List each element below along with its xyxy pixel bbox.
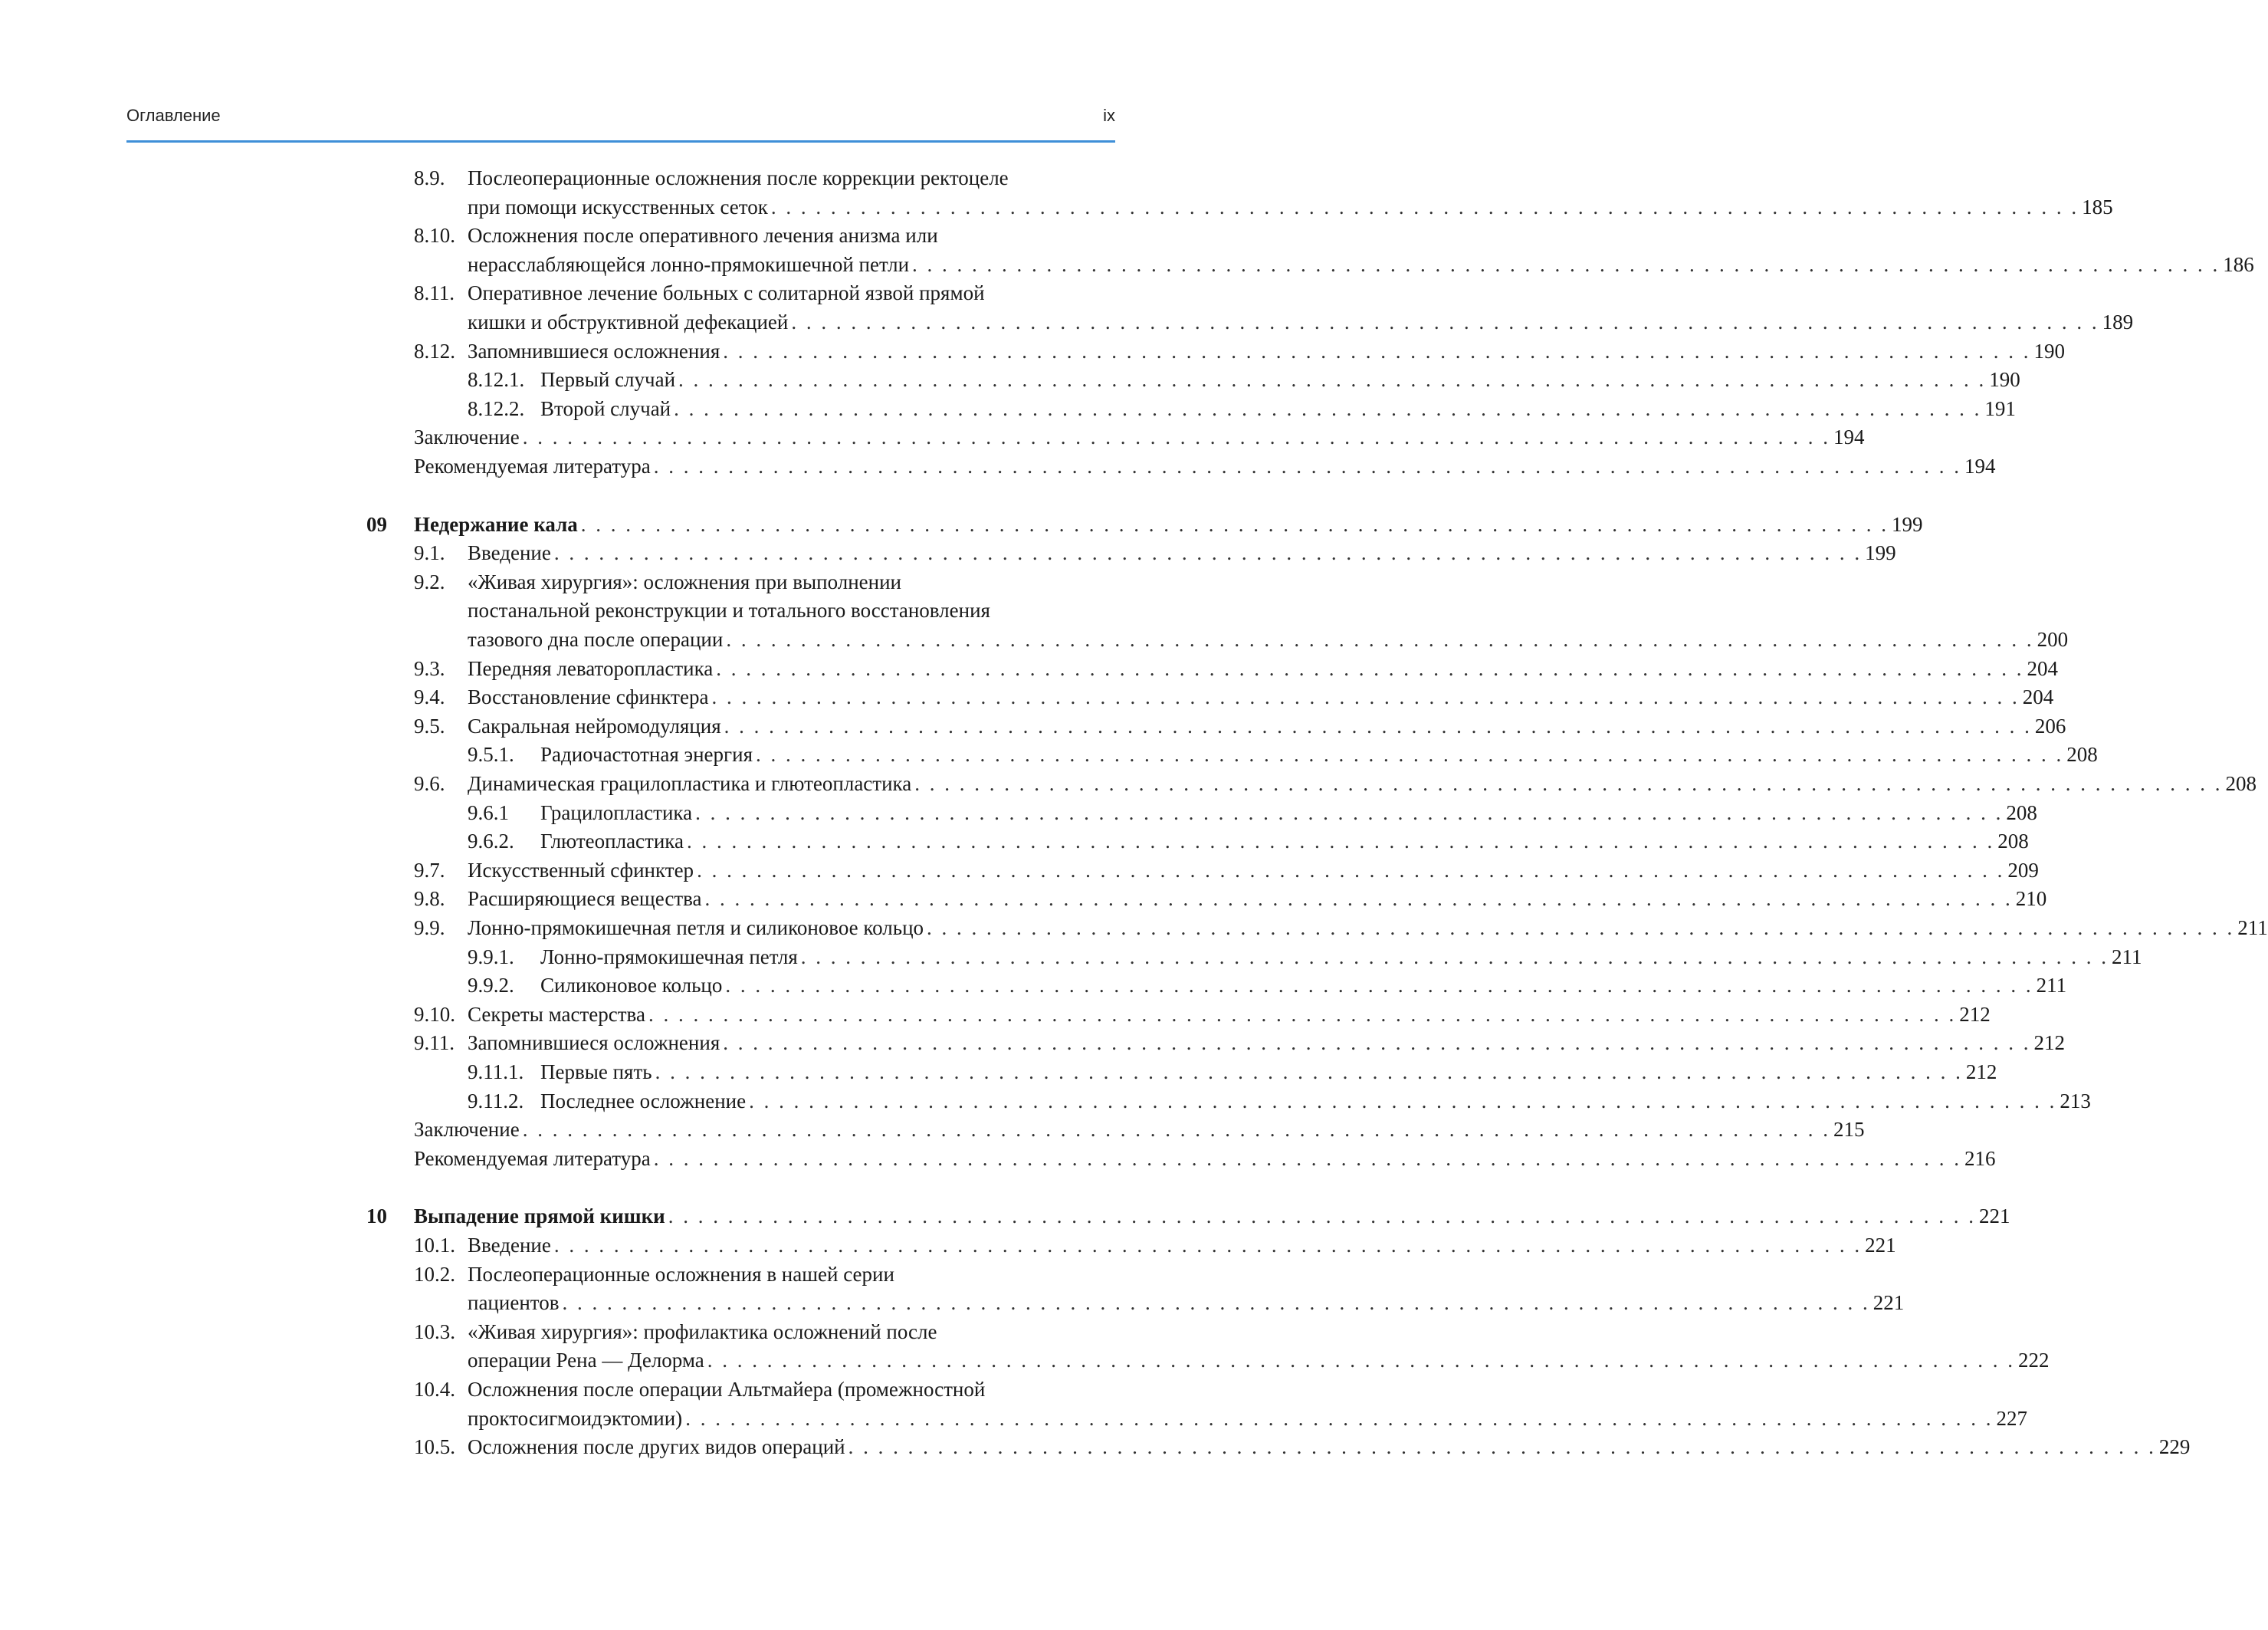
toc-entry[interactable] [468, 1288, 1905, 1317]
entry-title: Секреты мастерства [468, 1002, 645, 1026]
entry-page-number: 221 [1865, 1234, 1896, 1257]
entry-number: 9.11. [414, 1031, 455, 1055]
entry-title: «Живая хирургия»: профилактика осложнений после [468, 1319, 937, 1343]
entry-page-number: 222 [2018, 1349, 2050, 1372]
entry-title: Передняя леваторопластика [468, 656, 714, 680]
entry-number: 9.5. [414, 714, 445, 738]
chapter-number: 09 [366, 512, 387, 536]
toc-entry[interactable] [414, 422, 1865, 452]
dot-leader: . . . . . . . . . . . . . . . . . . . . . . . . . . . . . . . . . . . . . . . . . . . . . . . . . . . . . . . . . . . . . . . . . . . . . . . . . . . . . . . . . . . . . . . . [716, 656, 2024, 680]
dot-leader: . . . . . . . . . . . . . . . . . . . . . . . . . . . . . . . . . . . . . . . . . . . . . . . . . . . . . . . . . . . . . . . . . . . . . . . . . . . . . . . . . . . . . . . . [749, 1089, 2057, 1112]
dot-leader: . . . . . . . . . . . . . . . . . . . . . . . . . . . . . . . . . . . . . . . . . . . . . . . . . . . . . . . . . . . . . . . . . . . . . . . . . . . . . . . . . . . . . . . . [726, 628, 2034, 651]
toc-entry[interactable] [468, 1404, 2027, 1433]
entry-page-number: 190 [2033, 339, 2065, 363]
entry-title: Послеоперационные осложнения в нашей серии [468, 1262, 894, 1286]
toc-entry[interactable] [468, 884, 2047, 913]
toc-entry[interactable] [540, 1086, 2091, 1116]
entry-number: 9.6. [414, 772, 445, 795]
entry-title: тазового дна после операции [468, 628, 724, 651]
entry-page-number: 221 [1872, 1291, 1905, 1315]
entry-title: Заключение [414, 1118, 520, 1142]
entry-page-number: 191 [1984, 396, 2016, 420]
entry-page-number: 194 [1964, 455, 1996, 478]
entry-title: Заключение [414, 426, 520, 449]
dot-leader: . . . . . . . . . . . . . . . . . . . . . . . . . . . . . . . . . . . . . . . . . . . . . . . . . . . . . . . . . . . . . . . . . . . . . . . . . . . . . . . . . . . . . . . . [707, 1349, 2016, 1372]
entry-title: Осложнения после операции Альтмайера (промежностной [468, 1378, 986, 1401]
toc-entry[interactable] [468, 1375, 1115, 1404]
running-header [126, 103, 1115, 130]
entry-page-number: 190 [1989, 368, 2020, 392]
entry-page-number: 208 [2066, 743, 2098, 767]
entry-number: 9.6.1 [468, 800, 509, 824]
dot-leader: . . . . . . . . . . . . . . . . . . . . . . . . . . . . . . . . . . . . . . . . . . . . . . . . . . . . . . . . . . . . . . . . . . . . . . . . . . . . . . . . . . . . . . . . [674, 396, 1982, 420]
dot-leader: . . . . . . . . . . . . . . . . . . . . . . . . . . . . . . . . . . . . . . . . . . . . . . . . . . . . . . . . . . . . . . . . . . . . . . . . . . . . . . . . . . . . . . . . [800, 945, 2109, 968]
chapter-entry[interactable] [414, 1201, 2010, 1231]
dot-leader: . . . . . . . . . . . . . . . . . . . . . . . . . . . . . . . . . . . . . . . . . . . . . . . . . . . . . . . . . . . . . . . . . . . . . . . . . . . . . . . . . . . . . . . . [723, 1031, 2031, 1055]
toc-entry[interactable] [468, 1260, 1115, 1289]
toc-entry[interactable] [468, 250, 2254, 279]
toc-entry[interactable] [468, 307, 2134, 337]
dot-leader: . . . . . . . . . . . . . . . . . . . . . . . . . . . . . . . . . . . . . . . . . . . . . . . . . . . . . . . . . . . . . . . . . . . . . . . . . . . . . . . . . . . . . . . . [562, 1291, 1870, 1315]
entry-number: 8.12.1. [468, 368, 525, 392]
entry-title: Восстановление сфинктера [468, 685, 709, 709]
entry-title: «Живая хирургия»: осложнения при выполнении [468, 570, 901, 593]
entry-number: 8.12.2. [468, 396, 525, 420]
entry-title: Оперативное лечение больных с солитарной язвой прямой [468, 281, 985, 305]
toc-entry[interactable] [414, 1144, 1996, 1173]
entry-number: 8.11. [414, 281, 455, 305]
toc-entry[interactable] [468, 654, 2059, 683]
dot-leader: . . . . . . . . . . . . . . . . . . . . . . . . . . . . . . . . . . . . . . . . . . . . . . . . . . . . . . . . . . . . . . . . . . . . . . . . . . . . . . . . . . . . . . . . [711, 685, 2020, 709]
dot-leader: . . . . . . . . . . . . . . . . . . . . . . . . . . . . . . . . . . . . . . . . . . . . . . . . . . . . . . . . . . . . . . . . . . . . . . . . . . . . . . . . . . . . . . . . [553, 1234, 1863, 1257]
entry-page-number: 199 [1892, 512, 1923, 536]
dot-leader: . . . . . . . . . . . . . . . . . . . . . . . . . . . . . . . . . . . . . . . . . . . . . . . . . . . . . . . . . . . . . . . . . . . . . . . . . . . . . . . . . . . . . . . . [927, 916, 2235, 939]
entry-title: нерасслабляющейся лонно-прямокишечной петли [468, 252, 910, 276]
entry-title: Первые пять [540, 1060, 652, 1083]
entry-title: Запомнившиеся осложнения [468, 1031, 720, 1055]
toc-entry[interactable] [540, 971, 2067, 1000]
entry-title: Второй случай [540, 396, 671, 420]
entry-number: 9.9. [414, 916, 445, 939]
entry-number: 8.9. [414, 166, 445, 189]
entry-page-number: 200 [2037, 628, 2069, 651]
entry-number: 9.9.2. [468, 974, 514, 997]
entry-title: Введение [468, 1234, 551, 1257]
toc-entry[interactable] [468, 163, 1115, 192]
entry-number: 10.2. [414, 1262, 455, 1286]
entry-page-number: 215 [1833, 1118, 1865, 1142]
toc-entry[interactable] [468, 1231, 1896, 1260]
entry-page-number: 189 [2102, 311, 2134, 334]
entry-page-number: 229 [2158, 1435, 2191, 1459]
dot-leader: . . . . . . . . . . . . . . . . . . . . . . . . . . . . . . . . . . . . . . . . . . . . . . . . . . . . . . . . . . . . . . . . . . . . . . . . . . . . . . . . . . . . . . . . [912, 252, 2220, 276]
toc-entry[interactable] [468, 856, 2039, 885]
dot-leader: . . . . . . . . . . . . . . . . . . . . . . . . . . . . . . . . . . . . . . . . . . . . . . . . . . . . . . . . . . . . . . . . . . . . . . . . . . . . . . . . . . . . . . . . [685, 1406, 1994, 1430]
entry-page-number: 213 [2060, 1089, 2091, 1112]
chapter-entry[interactable] [414, 510, 1923, 539]
entry-page-number: 212 [1965, 1060, 1997, 1083]
entry-page-number: 208 [1997, 830, 2029, 853]
entry-title: Рекомендуемая литература [414, 1146, 651, 1170]
dot-leader: . . . . . . . . . . . . . . . . . . . . . . . . . . . . . . . . . . . . . . . . . . . . . . . . . . . . . . . . . . . . . . . . . . . . . . . . . . . . . . . . . . . . . . . . [653, 455, 1961, 478]
dot-leader: . . . . . . . . . . . . . . . . . . . . . . . . . . . . . . . . . . . . . . . . . . . . . . . . . . . . . . . . . . . . . . . . . . . . . . . . . . . . . . . . . . . . . . . . [668, 1204, 1976, 1228]
toc-entry[interactable] [540, 942, 2142, 971]
dot-leader: . . . . . . . . . . . . . . . . . . . . . . . . . . . . . . . . . . . . . . . . . . . . . . . . . . . . . . . . . . . . . . . . . . . . . . . . . . . . . . . . . . . . . . . . [704, 887, 2013, 911]
entry-page-number: 221 [1978, 1204, 2010, 1228]
entry-number: 9.4. [414, 685, 445, 709]
entry-page-number: 204 [2027, 656, 2059, 680]
dot-leader: . . . . . . . . . . . . . . . . . . . . . . . . . . . . . . . . . . . . . . . . . . . . . . . . . . . . . . . . . . . . . . . . . . . . . . . . . . . . . . . . . . . . . . . . [695, 800, 2004, 824]
dot-leader: . . . . . . . . . . . . . . . . . . . . . . . . . . . . . . . . . . . . . . . . . . . . . . . . . . . . . . . . . . . . . . . . . . . . . . . . . . . . . . . . . . . . . . . . [848, 1435, 2156, 1459]
entry-title: Первый случай [540, 368, 676, 392]
dot-leader: . . . . . . . . . . . . . . . . . . . . . . . . . . . . . . . . . . . . . . . . . . . . . . . . . . . . . . . . . . . . . . . . . . . . . . . . . . . . . . . . . . . . . . . . [914, 772, 2223, 795]
entry-title: Недержание кала [414, 512, 578, 536]
entry-page-number: 212 [1959, 1002, 1991, 1026]
toc-entry[interactable] [540, 365, 2020, 394]
header-rule [126, 140, 1115, 143]
dot-leader: . . . . . . . . . . . . . . . . . . . . . . . . . . . . . . . . . . . . . . . . . . . . . . . . . . . . . . . . . . . . . . . . . . . . . . . . . . . . . . . . . . . . . . . . [756, 743, 2064, 767]
entry-title: пациентов [468, 1291, 560, 1315]
toc-entry[interactable] [468, 192, 2113, 222]
entry-number: 8.12. [414, 339, 455, 363]
dot-leader: . . . . . . . . . . . . . . . . . . . . . . . . . . . . . . . . . . . . . . . . . . . . . . . . . . . . . . . . . . . . . . . . . . . . . . . . . . . . . . . . . . . . . . . . [770, 195, 2079, 219]
entry-number: 9.10. [414, 1002, 455, 1026]
entry-title: Радиочастотная энергия [540, 743, 753, 767]
entry-title: Последнее осложнение [540, 1089, 747, 1112]
entry-number: 10.4. [414, 1378, 455, 1401]
entry-page-number: 185 [2082, 195, 2113, 219]
entry-page-number: 216 [1964, 1146, 1996, 1170]
toc-entry[interactable] [468, 1432, 2191, 1461]
toc-entry[interactable] [468, 1028, 2065, 1057]
entry-number: 10.3. [414, 1319, 455, 1343]
entry-page-number: 199 [1865, 541, 1896, 565]
entry-page-number: 208 [2225, 772, 2257, 795]
entry-number: 9.11.2. [468, 1089, 524, 1112]
entry-title: Осложнения после оперативного лечения анизма или [468, 224, 938, 248]
entry-number: 9.8. [414, 887, 445, 911]
dot-leader: . . . . . . . . . . . . . . . . . . . . . . . . . . . . . . . . . . . . . . . . . . . . . . . . . . . . . . . . . . . . . . . . . . . . . . . . . . . . . . . . . . . . . . . . [522, 1118, 1830, 1142]
entry-title: Сакральная нейромодуляция [468, 714, 721, 738]
dot-leader: . . . . . . . . . . . . . . . . . . . . . . . . . . . . . . . . . . . . . . . . . . . . . . . . . . . . . . . . . . . . . . . . . . . . . . . . . . . . . . . . . . . . . . . . [725, 974, 2033, 997]
entry-number: 10.1. [414, 1234, 455, 1257]
entry-number: 9.9.1. [468, 945, 514, 968]
toc-entry[interactable] [468, 538, 1896, 567]
dot-leader: . . . . . . . . . . . . . . . . . . . . . . . . . . . . . . . . . . . . . . . . . . . . . . . . . . . . . . . . . . . . . . . . . . . . . . . . . . . . . . . . . . . . . . . . [580, 512, 1889, 536]
entry-page-number: 186 [2223, 252, 2254, 276]
toc-entry[interactable] [540, 827, 2029, 856]
entry-page-number: 209 [2007, 858, 2039, 882]
toc-entry[interactable] [468, 682, 2054, 711]
entry-title: постанальной реконструкции и тотального восстановления [468, 599, 990, 623]
entry-page-number: 206 [2034, 714, 2066, 738]
toc-entry[interactable] [414, 1115, 1865, 1144]
dot-leader: . . . . . . . . . . . . . . . . . . . . . . . . . . . . . . . . . . . . . . . . . . . . . . . . . . . . . . . . . . . . . . . . . . . . . . . . . . . . . . . . . . . . . . . . [648, 1002, 1957, 1026]
toc-entry[interactable] [540, 1057, 1997, 1086]
entry-title: Осложнения после других видов операций [468, 1435, 845, 1459]
entry-title: Грацилопластика [540, 800, 693, 824]
toc-entry[interactable] [468, 1000, 1991, 1029]
entry-page-number: 211 [2036, 974, 2067, 997]
entry-title: операции Рена — Делорма [468, 1349, 704, 1372]
entry-page-number: 212 [2033, 1031, 2065, 1055]
toc-entry[interactable] [468, 625, 2069, 654]
toc-entry[interactable] [468, 567, 1115, 596]
entry-title: Выпадение прямой кишки [414, 1204, 665, 1228]
toc-entry[interactable] [468, 337, 2065, 366]
toc-entry[interactable] [468, 913, 2268, 942]
entry-page-number: 210 [2015, 887, 2047, 911]
toc-entry[interactable] [468, 221, 1115, 250]
entry-number: 9.7. [414, 858, 445, 882]
entry-title: Рекомендуемая литература [414, 455, 651, 478]
toc-entry[interactable] [468, 596, 1115, 625]
dot-leader: . . . . . . . . . . . . . . . . . . . . . . . . . . . . . . . . . . . . . . . . . . . . . . . . . . . . . . . . . . . . . . . . . . . . . . . . . . . . . . . . . . . . . . . . [724, 714, 2032, 738]
entry-page-number: 211 [2112, 945, 2142, 968]
entry-number: 9.11.1. [468, 1060, 524, 1083]
entry-number: 9.3. [414, 656, 445, 680]
entry-page-number: 204 [2022, 685, 2054, 709]
entry-number: 9.2. [414, 570, 445, 593]
entry-number: 8.10. [414, 224, 455, 248]
entry-title: Глютеопластика [540, 830, 684, 853]
entry-title: Лонно-прямокишечная петля и силиконовое кольцо [468, 916, 924, 939]
toc-entry[interactable] [414, 452, 1996, 481]
entry-title: Искусственный сфинктер [468, 858, 694, 882]
toc-entry[interactable] [468, 278, 1115, 307]
dot-leader: . . . . . . . . . . . . . . . . . . . . . . . . . . . . . . . . . . . . . . . . . . . . . . . . . . . . . . . . . . . . . . . . . . . . . . . . . . . . . . . . . . . . . . . . [791, 311, 2099, 334]
toc-entry[interactable] [468, 711, 2066, 741]
entry-title: Введение [468, 541, 551, 565]
entry-page-number: 194 [1833, 426, 1865, 449]
entry-title: Расширяющиеся вещества [468, 887, 702, 911]
entry-title: Силиконовое кольцо [540, 974, 723, 997]
dot-leader: . . . . . . . . . . . . . . . . . . . . . . . . . . . . . . . . . . . . . . . . . . . . . . . . . . . . . . . . . . . . . . . . . . . . . . . . . . . . . . . . . . . . . . . . [655, 1060, 1963, 1083]
entry-page-number: 227 [1996, 1406, 2027, 1430]
entry-number: 9.6.2. [468, 830, 514, 853]
dot-leader: . . . . . . . . . . . . . . . . . . . . . . . . . . . . . . . . . . . . . . . . . . . . . . . . . . . . . . . . . . . . . . . . . . . . . . . . . . . . . . . . . . . . . . . . [686, 830, 1995, 853]
entry-number: 9.1. [414, 541, 445, 565]
entry-title: при помощи искусственных сеток [468, 195, 768, 219]
entry-page-number: 211 [2237, 916, 2268, 939]
entry-title: Лонно-прямокишечная петля [540, 945, 798, 968]
dot-leader: . . . . . . . . . . . . . . . . . . . . . . . . . . . . . . . . . . . . . . . . . . . . . . . . . . . . . . . . . . . . . . . . . . . . . . . . . . . . . . . . . . . . . . . . [678, 368, 1987, 392]
header-page-number: ix [1103, 106, 1115, 125]
toc-entry[interactable] [468, 769, 2257, 798]
entry-number: 9.5.1. [468, 743, 514, 767]
entry-number: 10.5. [414, 1435, 455, 1459]
dot-leader: . . . . . . . . . . . . . . . . . . . . . . . . . . . . . . . . . . . . . . . . . . . . . . . . . . . . . . . . . . . . . . . . . . . . . . . . . . . . . . . . . . . . . . . . [697, 858, 2005, 882]
toc-entry[interactable] [540, 394, 2016, 423]
toc-entry[interactable] [468, 1317, 1115, 1346]
dot-leader: . . . . . . . . . . . . . . . . . . . . . . . . . . . . . . . . . . . . . . . . . . . . . . . . . . . . . . . . . . . . . . . . . . . . . . . . . . . . . . . . . . . . . . . . [553, 541, 1863, 565]
dot-leader: . . . . . . . . . . . . . . . . . . . . . . . . . . . . . . . . . . . . . . . . . . . . . . . . . . . . . . . . . . . . . . . . . . . . . . . . . . . . . . . . . . . . . . . . [723, 339, 2031, 363]
header-title: Оглавление [126, 106, 221, 125]
entry-title: Запомнившиеся осложнения [468, 339, 720, 363]
dot-leader: . . . . . . . . . . . . . . . . . . . . . . . . . . . . . . . . . . . . . . . . . . . . . . . . . . . . . . . . . . . . . . . . . . . . . . . . . . . . . . . . . . . . . . . . [653, 1146, 1961, 1170]
entry-title: Динамическая грацилопластика и глютеопластика [468, 772, 912, 795]
entry-title: кишки и обструктивной дефекацией [468, 311, 789, 334]
entry-title: Послеоперационные осложнения после коррекции ректоцеле [468, 166, 1009, 189]
dot-leader: . . . . . . . . . . . . . . . . . . . . . . . . . . . . . . . . . . . . . . . . . . . . . . . . . . . . . . . . . . . . . . . . . . . . . . . . . . . . . . . . . . . . . . . . [522, 426, 1830, 449]
entry-title: проктосигмоидэктомии) [468, 1406, 683, 1430]
entry-page-number: 208 [2006, 800, 2037, 824]
toc-entry[interactable] [540, 798, 2037, 827]
toc-entry[interactable] [540, 740, 2098, 769]
toc-entry[interactable] [468, 1346, 2050, 1375]
chapter-number: 10 [366, 1204, 387, 1228]
